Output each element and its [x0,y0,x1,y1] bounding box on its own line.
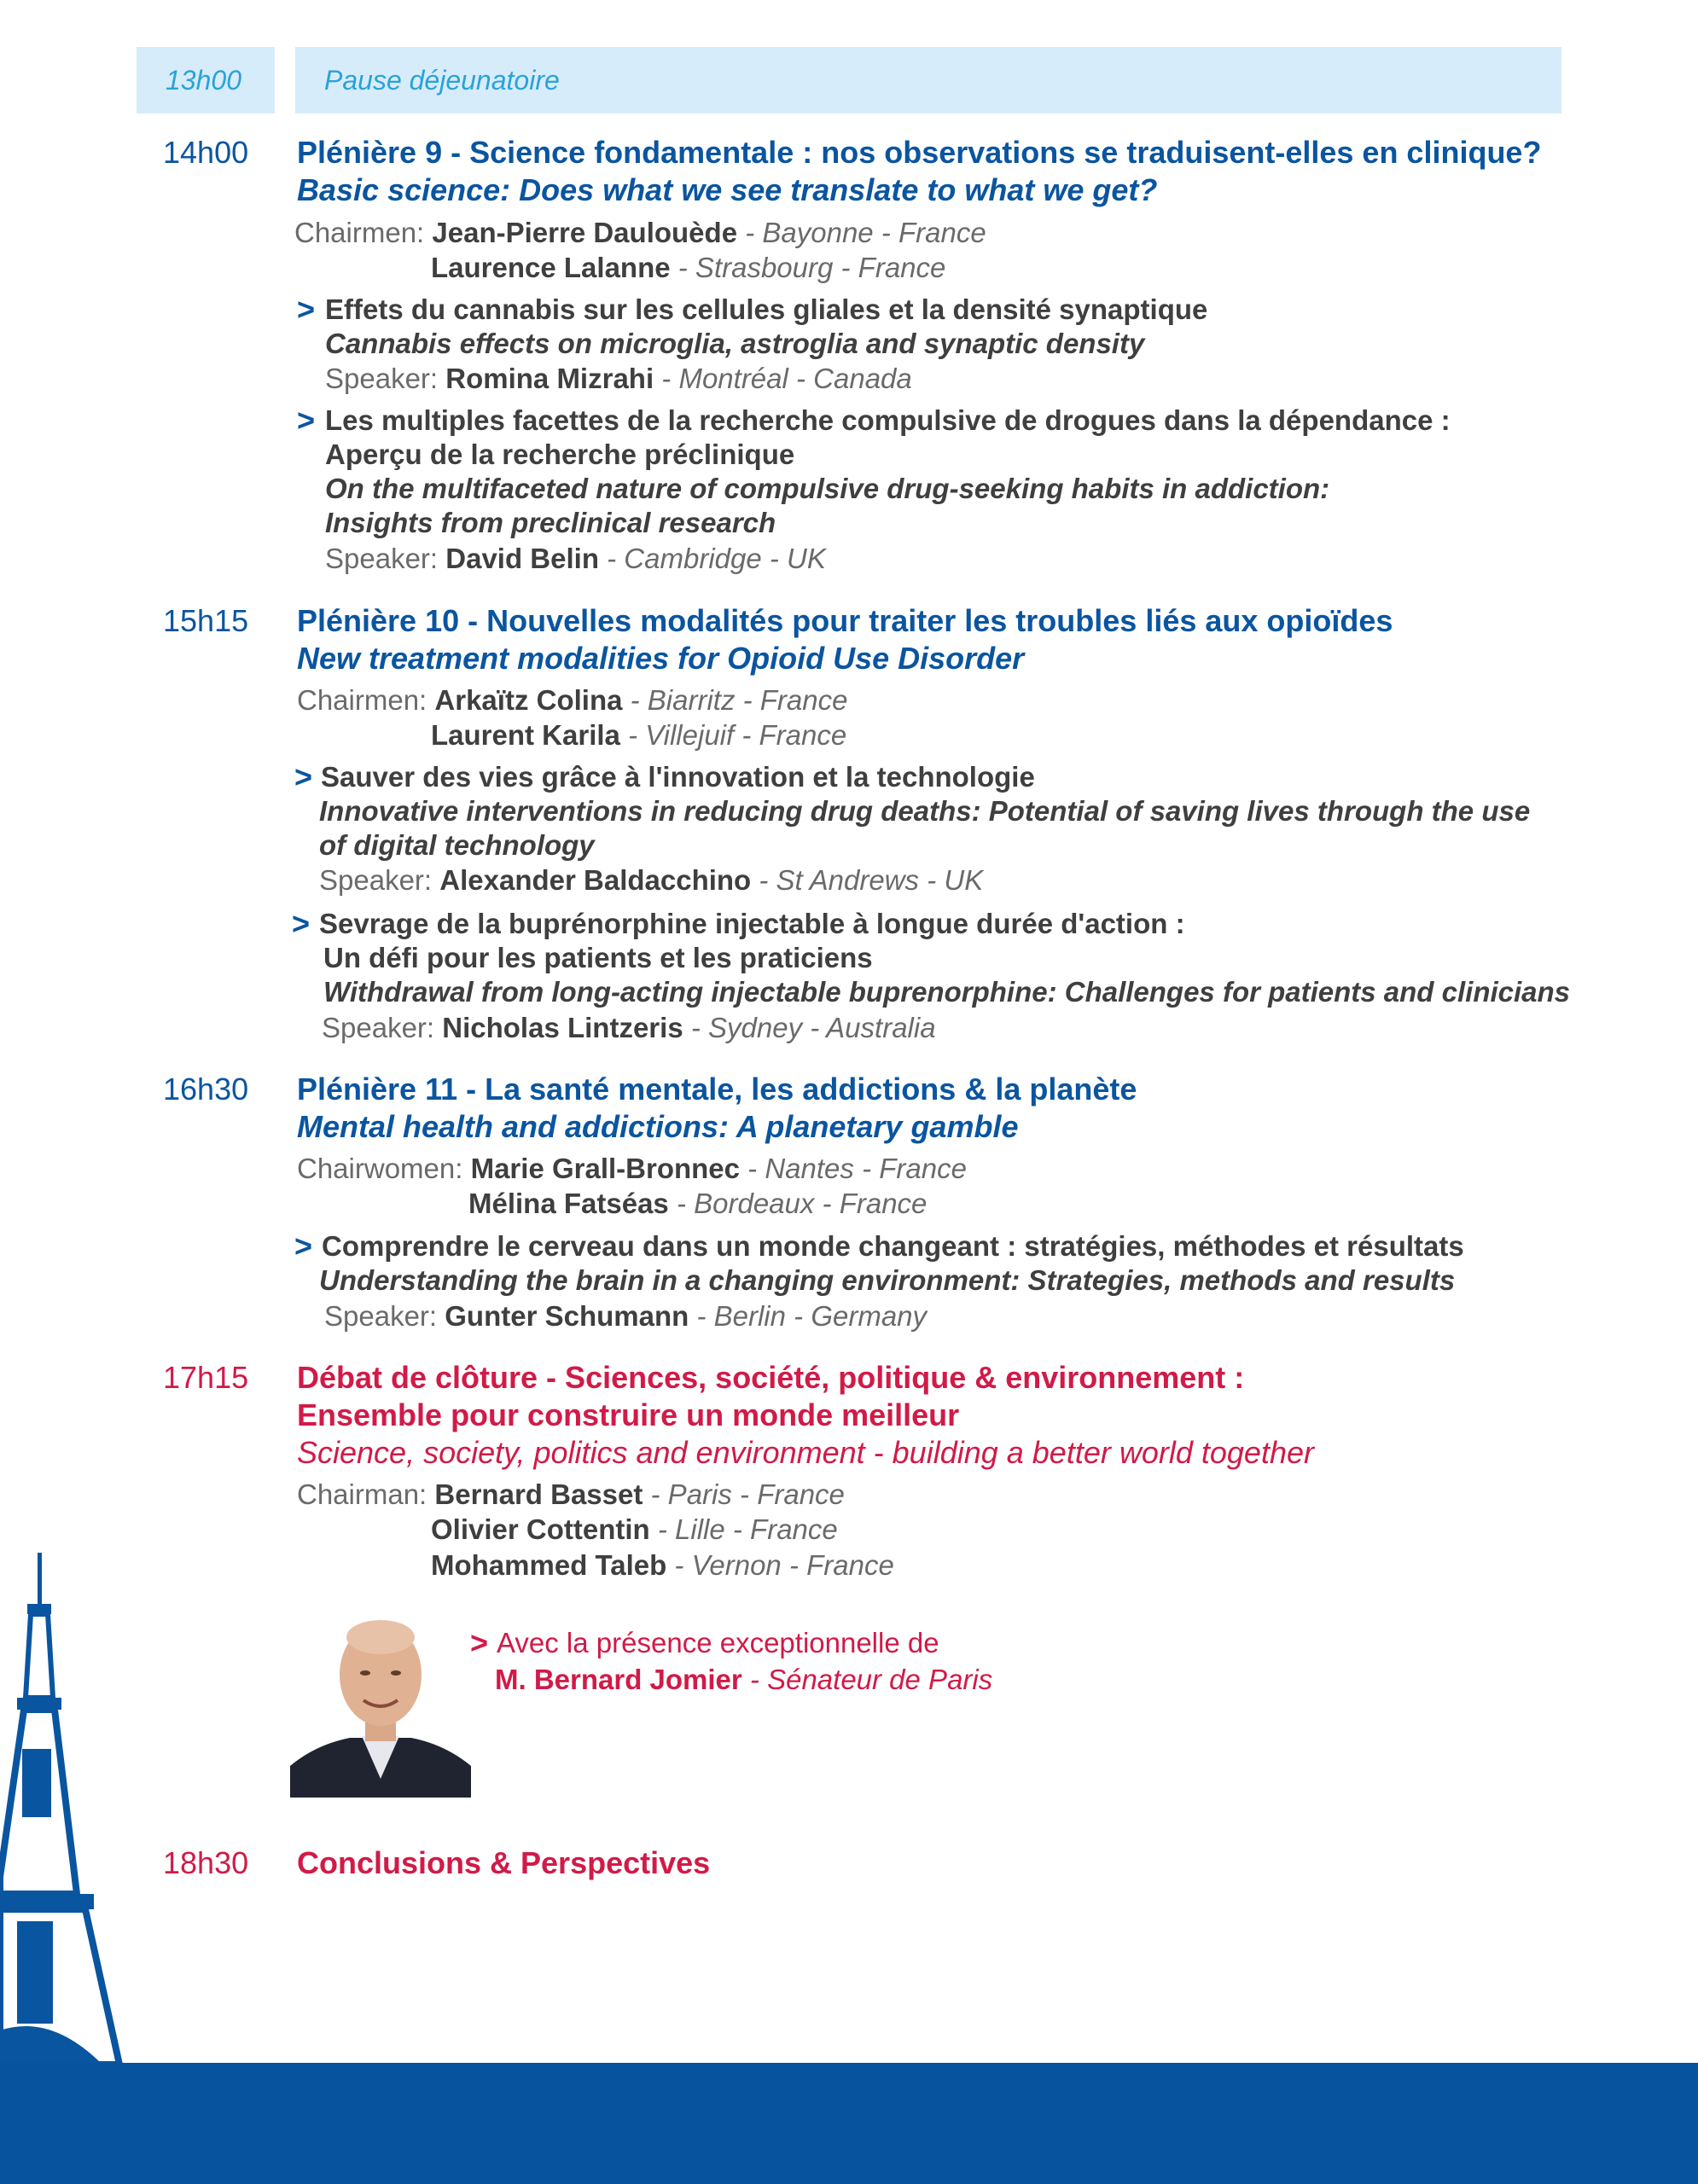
chevron-right-icon: > [297,403,316,438]
speaker-name: Romina Mizrahi [445,363,654,394]
chair-line [431,252,945,284]
speaker-location: - Sydney - Australia [683,1012,936,1043]
speaker-line [324,1300,927,1333]
speaker-name: Alexander Baldacchino [439,864,752,896]
break-time: 13h00 [166,65,241,96]
break-label-cell [295,47,1561,113]
chevron-right-icon: > [294,1228,313,1263]
session-subtitle: Mental health and addictions: A planetary gamble [297,1109,1019,1144]
chair-location: - Vernon - France [666,1549,894,1581]
break-time-cell [137,47,275,113]
chair-location: - Lille - France [649,1513,838,1545]
session-time: 18h30 [163,1845,249,1880]
guest-line [495,1664,992,1696]
chair-name: Olivier Cottentin [431,1513,650,1545]
chair-role: Chairmen: [294,217,425,248]
footer-band [0,2063,1698,2184]
speaker-location: - Montréal - Canada [654,363,912,394]
guest-title: - Sénateur de Paris [741,1664,993,1695]
chair-name: Marie Grall-Bronnec [470,1153,741,1184]
session-title: Plénière 10 - Nouvelles modalités pour traiter les troubles liés aux opioïdes [297,603,1393,638]
break-label: Pause déjeunatoire [324,65,560,96]
chevron-right-icon: > [470,1625,489,1660]
chair-name: Laurent Karila [431,719,620,751]
speaker-role: Speaker: [319,864,433,896]
talk-title-fr: Les multiples facettes de la recherche compulsive de drogues dans la dépendance : [325,404,1451,436]
speaker-role: Speaker: [325,363,439,394]
chair-location: - Bordeaux - France [668,1188,928,1219]
chair-name: Arkaïtz Colina [434,684,623,716]
talk-title-en: Innovative interventions in reducing drug deaths: Potential of saving lives through the use [319,795,1531,827]
chair-role: Chairman: [297,1478,427,1510]
session-subtitle: Basic science: Does what we see translate to what we get? [297,172,1158,207]
speaker-line [325,363,912,395]
chair-location: - Nantes - France [740,1153,967,1184]
chevron-right-icon: > [292,906,311,941]
speaker-role: Speaker: [324,1300,438,1332]
speaker-role: Speaker: [325,543,439,574]
session-title: Plénière 9 - Science fondamentale : nos observations se traduisent-elles en clinique? [297,135,1542,170]
talk-title-fr: Sevrage de la buprénorphine injectable à longue durée d'action : [319,908,1185,939]
session-title: Débat de clôture - Sciences, société, politique & environnement : [297,1360,1245,1395]
chair-line [431,719,846,752]
chair-name: Bernard Basset [434,1478,643,1510]
speaker-name: David Belin [445,543,599,574]
chair-location: - Paris - France [643,1478,845,1510]
session-subtitle: New treatment modalities for Opioid Use Disorder [297,641,1025,676]
speaker-line [325,543,826,575]
chair-line [297,684,848,717]
session-time: 17h15 [163,1360,249,1395]
chair-location: - Biarritz - France [622,684,848,716]
speaker-line [319,864,983,897]
talk-title-fr: Effets du cannabis sur les cellules gliales et la densité synaptique [325,293,1208,325]
talk-title-en: Cannabis effects on microglia, astroglia and synaptic density [325,328,1145,359]
speaker-name: Gunter Schumann [445,1300,689,1332]
guest-photo [290,1608,471,1798]
guest-intro: Avec la présence exceptionnelle de [497,1627,939,1658]
session-time: 15h15 [163,603,249,638]
speaker-location: - St Andrews - UK [751,864,984,896]
chair-name: Mohammed Taleb [431,1549,667,1581]
talk-title-fr: Un défi pour les patients et les praticiens [323,942,873,973]
chair-line [431,1513,838,1546]
chair-name: Laurence Lalanne [431,252,671,283]
talk-title-fr: Aperçu de la recherche préclinique [325,439,795,470]
talk-title-en: Withdrawal from long-acting injectable buprenorphine: Challenges for patients and clinicians [323,976,1571,1008]
talk-title-en: On the multifaceted nature of compulsive drug-seeking habits in addiction: [325,473,1330,504]
guest-name: M. Bernard Jomier [495,1664,742,1695]
chair-role: Chairmen: [297,684,427,716]
speaker-name: Nicholas Lintzeris [442,1012,683,1043]
talk-title-en: Insights from preclinical research [325,507,776,538]
session-title: Plénière 11 - La santé mentale, les addictions & la planète [297,1072,1137,1107]
session-subtitle: Science, society, politics and environment - building a better world together [297,1435,1314,1470]
chair-location: - Strasbourg - France [670,252,946,283]
talk-title-en: Understanding the brain in a changing environment: Strategies, methods and results [319,1264,1456,1296]
talk-title-fr: Sauver des vies grâce à l'innovation et la technologie [321,761,1035,793]
session-title-line2: Ensemble pour construire un monde meilleur [297,1397,960,1432]
speaker-location: - Berlin - Germany [689,1300,928,1332]
session-time: 16h30 [163,1072,249,1107]
talk-title-fr: Comprendre le cerveau dans un monde changeant : stratégies, méthodes et résultats [322,1230,1464,1262]
eiffel-tower-icon [0,1553,205,2065]
chair-line [468,1188,927,1220]
speaker-role: Speaker: [322,1012,435,1043]
session-time: 14h00 [163,135,249,170]
chair-location: - Villejuif - France [619,719,847,751]
chair-name: Mélina Fatséas [468,1188,669,1219]
chair-line [431,1549,894,1582]
chair-line [294,217,986,249]
chair-line [297,1153,967,1185]
session-title: Conclusions & Perspectives [297,1845,711,1880]
chair-line [297,1478,845,1511]
chevron-right-icon: > [297,292,316,327]
speaker-location: - Cambridge - UK [598,543,826,574]
chair-name: Jean-Pierre Daulouède [432,217,738,248]
chair-role: Chairwomen: [297,1153,463,1184]
chevron-right-icon: > [294,759,313,794]
talk-title-en: of digital technology [319,829,595,861]
speaker-line [322,1012,936,1044]
chair-location: - Bayonne - France [737,217,986,248]
